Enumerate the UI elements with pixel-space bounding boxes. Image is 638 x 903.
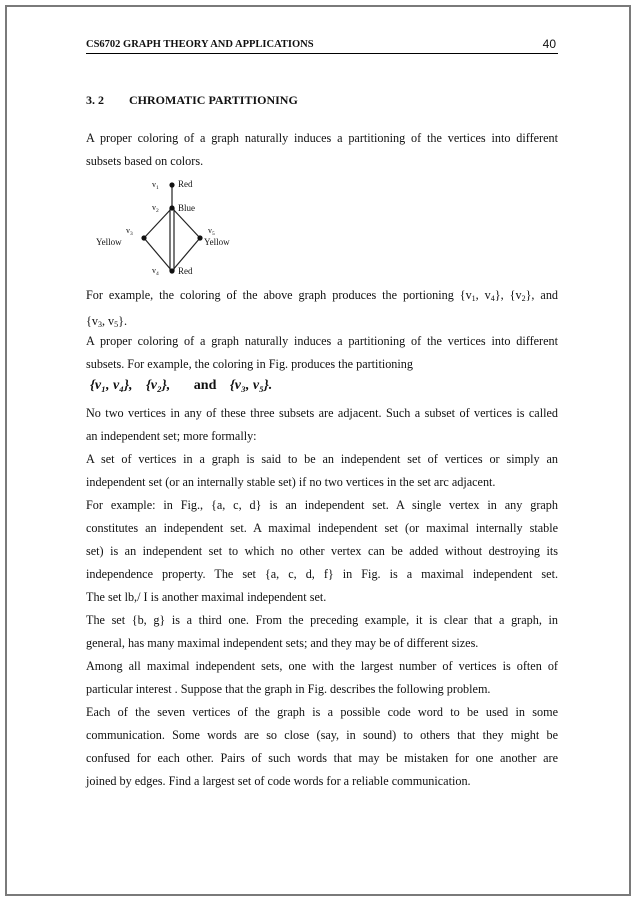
text-line: For example: in Fig., {a, c, d} is an independent set. A single vertex in any graph — [86, 498, 558, 512]
color-label-v5: Yellow — [204, 237, 230, 247]
text-line: an independent set; more formally: — [86, 429, 257, 443]
color-label-v4: Red — [178, 266, 193, 276]
color-label-v1: Red — [178, 179, 193, 189]
text-line: particular interest . Suppose that the graph in Fig. describes the following problem. — [86, 682, 491, 696]
text-line: For example, the coloring of the above graph produces the portioning {$v_1$, $v_4$}, $\{v_2\}$, and — [86, 288, 559, 303]
vertex-label-v4: $v_4$ — [152, 266, 159, 277]
text-line: independent set (or an internally stable set) if no two vertices in the set arc adjacent. — [86, 475, 496, 489]
body-text — [86, 402, 558, 793]
vertex-label-v2: $v_2$ — [152, 203, 159, 214]
partition-set-2: {v₂}, — [145, 378, 171, 393]
text-line: A proper coloring of a graph naturally induces a partitioning of the vertices into different — [86, 131, 558, 145]
color-label-v2: Blue — [178, 203, 195, 213]
vertex-label-v1: $v_1$ — [152, 180, 159, 191]
vertex-v1 — [169, 182, 174, 187]
text-line: subsets. For example, the coloring in Fig. produces the partitioning — [86, 357, 413, 371]
header-title: CS6702 GRAPH THEORY AND APPLICATIONS — [86, 39, 314, 50]
vertex-v5 — [197, 235, 202, 240]
text-line: communication. Some words are so close (say, in sound) to others that they might be — [86, 728, 558, 742]
text-line: The set {a, c, d, f} in Fig. is a maximal independent set. — [214, 567, 559, 581]
text-line: set) is an independent set to which no other vertex can be added without destroying its — [86, 544, 558, 558]
section-heading — [86, 93, 298, 108]
text-line: A proper coloring of a graph naturally induces a partitioning of the vertices into different — [86, 334, 558, 348]
text-line: Among all maximal independent sets, one with the largest number of vertices is often of — [86, 659, 558, 673]
colored-graph-figure — [86, 175, 256, 280]
partition-set-1: {v₁, v₄}, — [90, 378, 133, 393]
text-line: {$v_3$, $v_5$}. — [86, 314, 128, 329]
vertex-v3 — [141, 235, 146, 240]
intro-paragraph — [86, 127, 558, 173]
vertex-v2 — [169, 205, 174, 210]
page-header — [86, 37, 558, 54]
section-title: CHROMATIC PARTITIONING — [129, 93, 298, 107]
vertex-v4 — [169, 268, 174, 273]
edge-v3-v4 — [144, 238, 172, 271]
vertex-label-v3: $v_3$ — [126, 226, 133, 237]
text-line: constitutes an independent set. A maximal independent set (or maximal internally stable — [86, 521, 558, 535]
text-line: confused for each other. Pairs of such words that may be mistaken for one another are — [86, 751, 558, 765]
partition-paragraph — [86, 330, 558, 376]
text-line: No two vertices in any of these three subsets are adjacent. Such a subset of vertices is called — [86, 406, 558, 420]
vertex-label-v5: $v_5$ — [208, 226, 215, 237]
section-number: 3. 2 — [86, 93, 104, 107]
color-label-v3: Yellow — [96, 237, 122, 247]
text-line: general, has many maximal independent sets; and they may be of different sizes. — [86, 636, 479, 650]
text-line: subsets based on colors. — [86, 154, 204, 168]
text-line: independence property. — [86, 567, 206, 581]
page-number: 40 — [542, 37, 556, 51]
graph-edges — [144, 185, 200, 271]
partition-and: and — [193, 378, 217, 393]
text-line: The set lb,/ I is another maximal independent set. — [86, 590, 327, 604]
partition-set-3: {v₃, v₅}. — [229, 378, 273, 393]
text-line: A set of vertices in a graph is said to be an independent set of vertices or simply an — [86, 452, 558, 466]
text-line: joined by edges. Find a largest set of code words for a reliable communication. — [86, 774, 471, 788]
text-line: The set {b, g} is a third one. From the preceding example, it is clear that a graph, in — [86, 613, 558, 627]
partition-formula — [90, 378, 272, 394]
text-line: Each of the seven vertices of the graph is a possible code word to be used in some — [86, 705, 558, 719]
example-paragraph — [86, 284, 558, 336]
